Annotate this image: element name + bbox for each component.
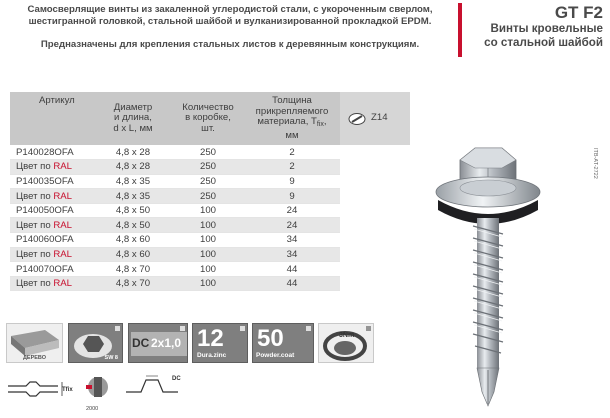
cell-spacer: [340, 218, 410, 233]
cell-quantity: 250: [172, 145, 244, 160]
cell-thickness: 34: [244, 233, 340, 248]
product-title: [468, 3, 603, 49]
table-row: [10, 247, 410, 262]
intro-line-3: Предназначены для крепления стальных листов к деревянным конструкциям.: [40, 39, 420, 50]
cell-quantity: 100: [172, 276, 244, 291]
cell-thickness: 9: [244, 174, 340, 189]
hex-socket-icon: [68, 323, 123, 363]
header-article: Артикул: [10, 92, 94, 145]
cell-size: 4,8 x 60: [94, 247, 172, 262]
zinc-coating-icon: [192, 323, 248, 363]
header-drive: [340, 92, 410, 145]
cell-article: P140028OFA: [10, 145, 94, 160]
cell-size: 4,8 x 50: [94, 203, 172, 218]
cell-thickness: 34: [244, 247, 340, 262]
rpm-label: 2000: [86, 406, 99, 412]
wood-icon: [6, 323, 63, 363]
table-row: [10, 218, 410, 233]
cell-size: 4,8 x 35: [94, 189, 172, 204]
cell-quantity: 100: [172, 233, 244, 248]
cell-quantity: 100: [172, 218, 244, 233]
table-row: [10, 160, 410, 175]
torque-icon: [318, 323, 374, 363]
cell-thickness: 2: [244, 145, 340, 160]
intro-text: [10, 4, 450, 51]
zinc-value: 12: [197, 325, 224, 352]
cell-size: 4,8 x 28: [94, 145, 172, 160]
torx-drive-icon: [348, 112, 366, 126]
cell-spacer: [340, 174, 410, 189]
cell-thickness: 24: [244, 203, 340, 218]
drill-capacity-icon: [128, 323, 188, 363]
intro-line-1: Самосверлящие винты из закаленной углеродистой стали, с укороченным сверлом,: [27, 4, 433, 15]
cell-article: Цвет по RAL: [10, 247, 94, 262]
cell-size: 4,8 x 50: [94, 218, 172, 233]
specs-table: [10, 92, 410, 291]
cell-article: P140070OFA: [10, 262, 94, 277]
table-row: [10, 174, 410, 189]
wood-label: ДЕРЕВО: [23, 355, 47, 361]
cell-spacer: [340, 203, 410, 218]
zinc-label: Dura.zinc: [197, 352, 227, 359]
drill-capacity-diagram-icon: [126, 376, 178, 392]
cell-thickness: 9: [244, 189, 340, 204]
tfix-diagram-icon: [8, 382, 62, 396]
header-thickness: Толщина прикрепляемого материала, $T_{fix}$, мм: [244, 92, 340, 145]
cell-spacer: [340, 160, 410, 175]
drive-size-label: Z14: [371, 112, 388, 124]
table-row: [10, 203, 410, 218]
cell-article: P140035OFA: [10, 174, 94, 189]
cell-spacer: [340, 189, 410, 204]
tfix-label: Tfix: [62, 387, 73, 393]
cell-article: P140060OFA: [10, 233, 94, 248]
cell-thickness: 44: [244, 262, 340, 277]
powder-coat-icon: [252, 323, 314, 363]
torque-label: 3Nm: [339, 332, 355, 339]
coat-label: Powder.coat: [256, 352, 295, 359]
table-row: [10, 262, 410, 277]
cell-size: 4,8 x 28: [94, 160, 172, 175]
cell-size: 4,8 x 35: [94, 174, 172, 189]
sw-label: SW 8: [104, 355, 118, 361]
product-name-line-2: со стальной шайбой: [484, 35, 603, 49]
cell-quantity: 100: [172, 203, 244, 218]
cell-spacer: [340, 262, 410, 277]
product-name-line-1: Винты кровельные: [490, 22, 603, 35]
product-code: GT F2: [554, 3, 603, 22]
approval-code: ITB-AT-2722: [592, 148, 598, 179]
intro-line-2: шестигранной головкой, стальной шайбой и вулканизированной прокладкой EPDM.: [28, 16, 432, 27]
cell-article: P140050OFA: [10, 203, 94, 218]
dc-diagram-label: DC: [172, 376, 181, 382]
cell-quantity: 250: [172, 160, 244, 175]
roofing-screw-image: [430, 130, 545, 415]
cell-thickness: 44: [244, 276, 340, 291]
header-diameter: Диаметр и длина, d x L, мм: [94, 92, 172, 145]
coat-value: 50: [257, 325, 284, 352]
cell-size: 4,8 x 60: [94, 233, 172, 248]
installation-diagrams: [6, 372, 186, 412]
cell-thickness: 2: [244, 160, 340, 175]
cell-spacer: [340, 145, 410, 160]
cell-quantity: 250: [172, 189, 244, 204]
cell-article: Цвет по RAL: [10, 160, 94, 175]
cell-quantity: 100: [172, 247, 244, 262]
table-row: [10, 145, 410, 160]
dc-label: DC: [132, 336, 150, 350]
drill-speed-icon: [86, 377, 108, 397]
cell-quantity: 100: [172, 262, 244, 277]
table-row: [10, 233, 410, 248]
table-row: [10, 276, 410, 291]
cell-spacer: [340, 233, 410, 248]
cell-quantity: 250: [172, 174, 244, 189]
header-quantity: Количество в коробке, шт.: [172, 92, 244, 145]
cell-size: 4,8 x 70: [94, 262, 172, 277]
cell-article: Цвет по RAL: [10, 276, 94, 291]
table-header-row: [10, 92, 410, 145]
cell-article: Цвет по RAL: [10, 189, 94, 204]
cell-spacer: [340, 276, 410, 291]
table-row: [10, 189, 410, 204]
cell-thickness: 24: [244, 218, 340, 233]
accent-bar: [458, 3, 462, 57]
cell-article: Цвет по RAL: [10, 218, 94, 233]
cell-size: 4,8 x 70: [94, 276, 172, 291]
cell-spacer: [340, 247, 410, 262]
dc-value: 2x1,0: [151, 336, 182, 350]
